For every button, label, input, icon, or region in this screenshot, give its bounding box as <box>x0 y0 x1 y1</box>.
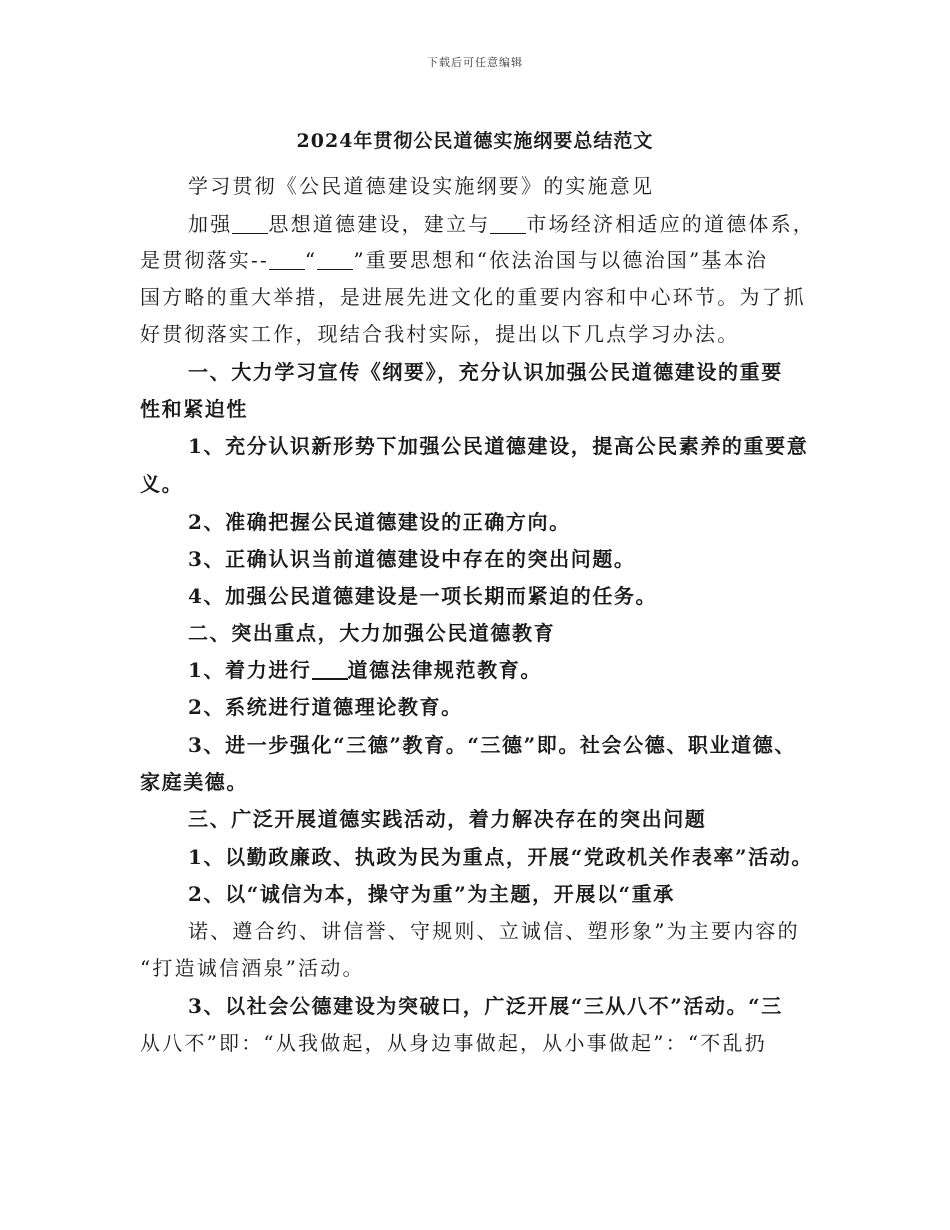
section-heading: 一、大力学习宣传《纲要》，充分认识加强公民道德建设的重要 <box>188 360 783 384</box>
section-heading: 三、广泛开展道德实践活动，着力解决存在的突出问题 <box>188 807 707 831</box>
paragraph-line <box>140 246 768 274</box>
text-segment: 市场经济相适应的道德体系， <box>526 212 816 236</box>
page-header: 下载后可任意编辑 <box>427 56 523 69</box>
list-item: 3、正确认识当前道德建设中存在的突出问题。 <box>188 547 636 571</box>
text-segment: 道德法律规范教育。 <box>347 658 542 682</box>
paragraph-line: 学习贯彻《公民道德建设实施纲要》的实施意见 <box>188 174 655 198</box>
list-item <box>188 656 542 684</box>
list-item: 家庭美德。 <box>140 770 248 794</box>
list-item: 3、进一步强化“三德”教育。“三德”即。社会公德、职业道德、 <box>188 733 796 757</box>
text-segment: 1、着力进行 <box>188 658 312 682</box>
list-item: 1、以勤政廉政、执政为民为重点，开展“党政机关作表率”活动。 <box>188 845 813 869</box>
list-item: 义。 <box>140 472 184 496</box>
blank-underline <box>317 249 353 270</box>
section-heading: 二、突出重点，大力加强公民道德教育 <box>188 621 556 645</box>
list-item: 3、以社会公德建设为突破口，广泛开展“三从八不”活动。“三 <box>188 994 783 1018</box>
paragraph-line: 诺、遵合约、讲信誉、守规则、立诚信、塑形象”为主要内容的 <box>188 919 800 943</box>
text-segment: 加强 <box>188 212 233 236</box>
blank-underline <box>232 213 268 234</box>
list-item: 2、系统进行道德理论教育。 <box>188 695 463 719</box>
text-segment: 思想道德建设，建立与 <box>268 212 491 236</box>
list-item: 1、充分认识新形势下加强公民道德建设，提高公民素养的重要意 <box>188 434 809 458</box>
list-item: 4、加强公民道德建设是一项长期而紧迫的任务。 <box>188 584 658 608</box>
blank-underline <box>312 658 348 680</box>
document-title: 2024年贯彻公民道德实施纲要总结范文 <box>296 130 654 152</box>
list-item: 2、准确把握公民道德建设的正确方向。 <box>188 510 571 534</box>
list-item: 2、以“诚信为本，操守为重”为主题，开展以“重承 <box>188 882 675 906</box>
paragraph-line <box>188 210 815 238</box>
text-segment: 是贯彻落实-- <box>140 248 269 272</box>
blank-underline <box>269 249 305 270</box>
blank-underline <box>490 213 526 234</box>
section-heading: 性和紧迫性 <box>140 397 248 421</box>
paragraph-line: “打造诚信酒泉”活动。 <box>140 956 365 980</box>
text-segment: “ <box>304 248 318 272</box>
paragraph-line: 好贯彻落实工作，现结合我村实际，提出以下几点学习办法。 <box>140 322 740 346</box>
paragraph-line: 从八不”即：“从我做起，从身边事做起，从小事做起”：“不乱扔 <box>140 1031 767 1055</box>
paragraph-line: 国方略的重大举措，是进展先进文化的重要内容和中心环节。为了抓 <box>140 285 806 309</box>
text-segment: ”重要思想和“依法治国与以德治国”基本治 <box>353 248 769 272</box>
